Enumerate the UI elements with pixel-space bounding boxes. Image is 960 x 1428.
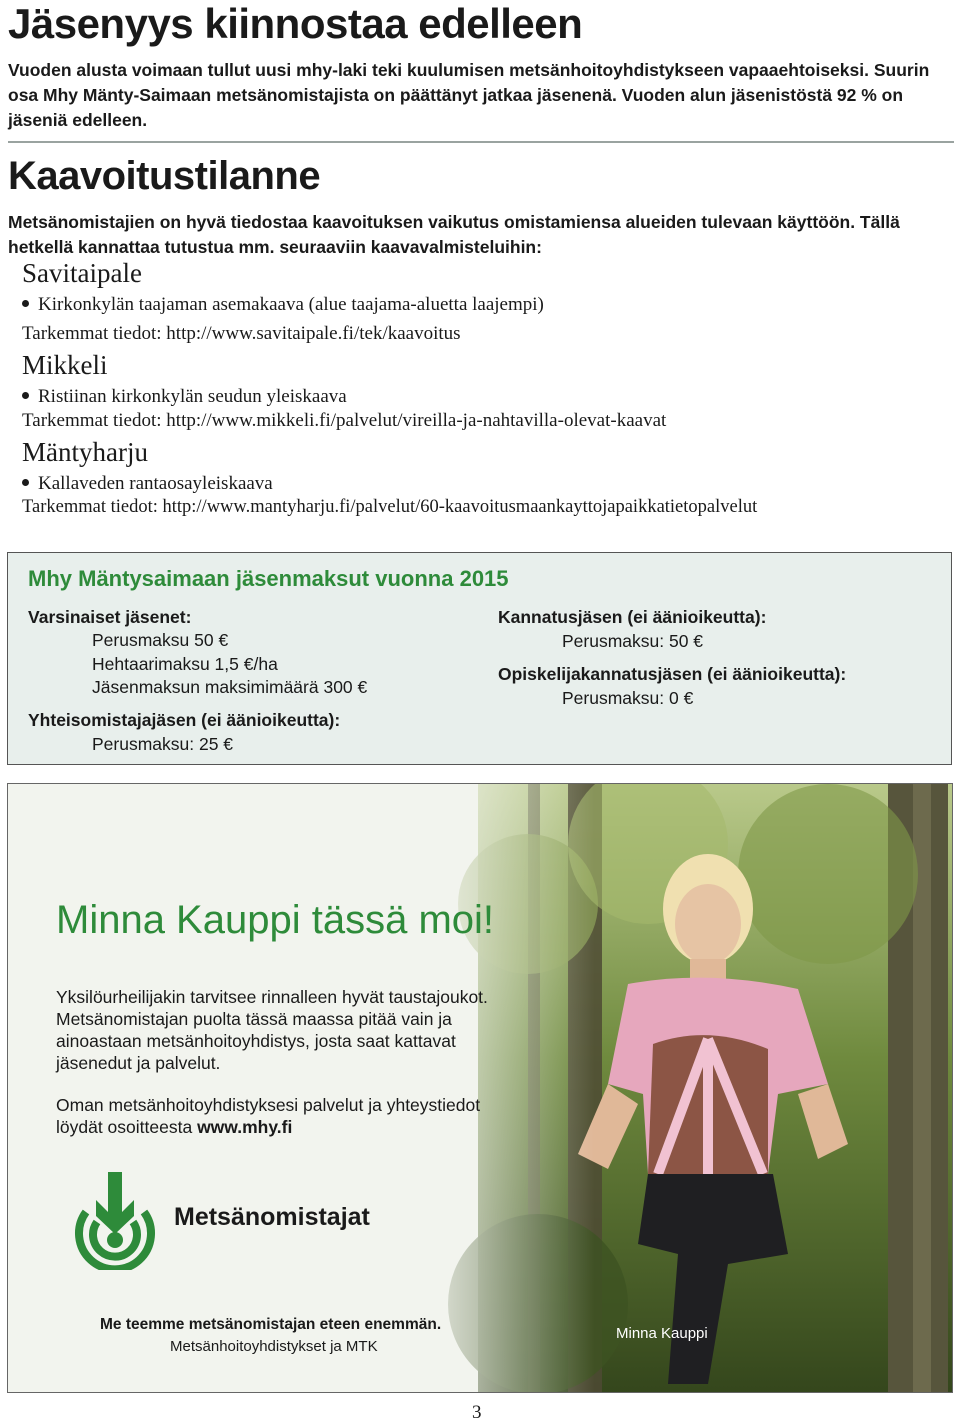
fees-title: Mhy Mäntysaimaan jäsenmaksut vuonna 2015 [28,566,509,591]
zoning-info-link[interactable]: Tarkemmat tiedot: http://www.mantyharju.fi/palvelut/60-kaavoitusmaankayttojapaikkatietopalvelut [22,497,758,517]
bullet-icon [22,392,29,399]
ad-paragraph [56,1094,526,1138]
section-divider [8,141,954,143]
advertisement [7,783,953,1393]
bullet-icon [22,479,29,486]
fee-line: Jäsenmaksun maksimimäärä 300 € [92,677,368,697]
forest-owner-logo-icon [72,1172,158,1270]
municipality-heading: Mikkeli [22,350,108,380]
zoning-plan-text: Ristiinan kirkonkylän seudun yleiskaava [38,386,347,407]
zoning-info-link[interactable]: Tarkemmat tiedot: http://www.mikkeli.fi/palvelut/vireilla-ja-nahtavilla-olevat-kaavat [22,410,667,431]
supporter-heading: Kannatusjäsen (ei äänioikeutta): [498,607,767,627]
zoning-info-link[interactable]: Tarkemmat tiedot: http://www.savitaipale.fi/tek/kaavoitus [22,323,461,344]
zoning-plan-text: Kirkonkylän taajaman asemakaava (alue taajama-aluetta laajempi) [38,294,544,315]
logo-text: Metsänomistajat [174,1203,370,1231]
fee-line: Perusmaksu: 25 € [92,734,234,754]
mhy-link[interactable]: www.mhy.fi [197,1117,293,1137]
student-supporter-heading: Opiskelijakannatusjäsen (ei äänioikeutta): [498,664,847,684]
fee-line: Perusmaksu: 50 € [562,631,704,651]
fee-line: Hehtaarimaksu 1,5 €/ha [92,654,278,674]
zoning-plan-item [22,473,273,495]
ad-title: Minna Kauppi tässä moi! [56,898,495,942]
zoning-intro: Metsänomistajien on hyvä tiedostaa kaavoituksen vaikutus omistamiensa alueiden tulevaan käyttöön. Tällä hetkellä kannattaa tutustua mm. seuraaviin kaavavalmisteluihin: [8,212,900,257]
runner-photo [8,784,953,1393]
regular-members-heading: Varsinaiset jäsenet: [28,607,192,627]
photo-caption: Minna Kauppi [616,1325,708,1342]
page-number: 3 [472,1402,482,1423]
ad-byline: Metsänhoitoyhdistykset ja MTK [170,1338,378,1355]
ad-paragraph-text: Oman metsänhoitoyhdistyksesi palvelut ja yhteystiedot löydät osoitteesta [56,1095,481,1137]
zoning-plan-item [22,386,347,408]
membership-title: Jäsenyys kiinnostaa edelleen [8,0,583,47]
municipality-heading: Mäntyharju [22,437,148,467]
bullet-icon [22,300,29,307]
co-owner-heading: Yhteisomistajajäsen (ei äänioikeutta): [28,710,341,730]
zoning-plan-text: Kallaveden rantaosayleiskaava [38,473,273,494]
municipality-heading: Savitaipale [22,258,142,288]
zoning-title: Kaavoitustilanne [8,154,321,198]
ad-paragraph: Yksilöurheilijakin tarvitsee rinnalleen hyvät taustajoukot. Metsänomistajan puolta tässä maassa pitää vain ja ainoastaan metsänhoitoyhdistys, josta saat kattavat jäsenedut ja palvelut. [56,987,488,1073]
ad-tagline: Me teemme metsänomistajan eteen enemmän. [100,1316,442,1333]
fee-line: Perusmaksu 50 € [92,630,229,650]
zoning-plan-item [22,294,544,316]
fee-line: Perusmaksu: 0 € [562,688,694,708]
membership-text: Vuoden alusta voimaan tullut uusi mhy-laki teki kuulumisen metsänhoitoyhdistykseen vapaaehtoiseksi. Suurin osa Mhy Mänty-Saimaan metsänomistajista on päättänyt jatkaa jäsenenä. Vuoden alun jäsenistöstä 92 % on jäseniä edelleen. [8,60,930,130]
